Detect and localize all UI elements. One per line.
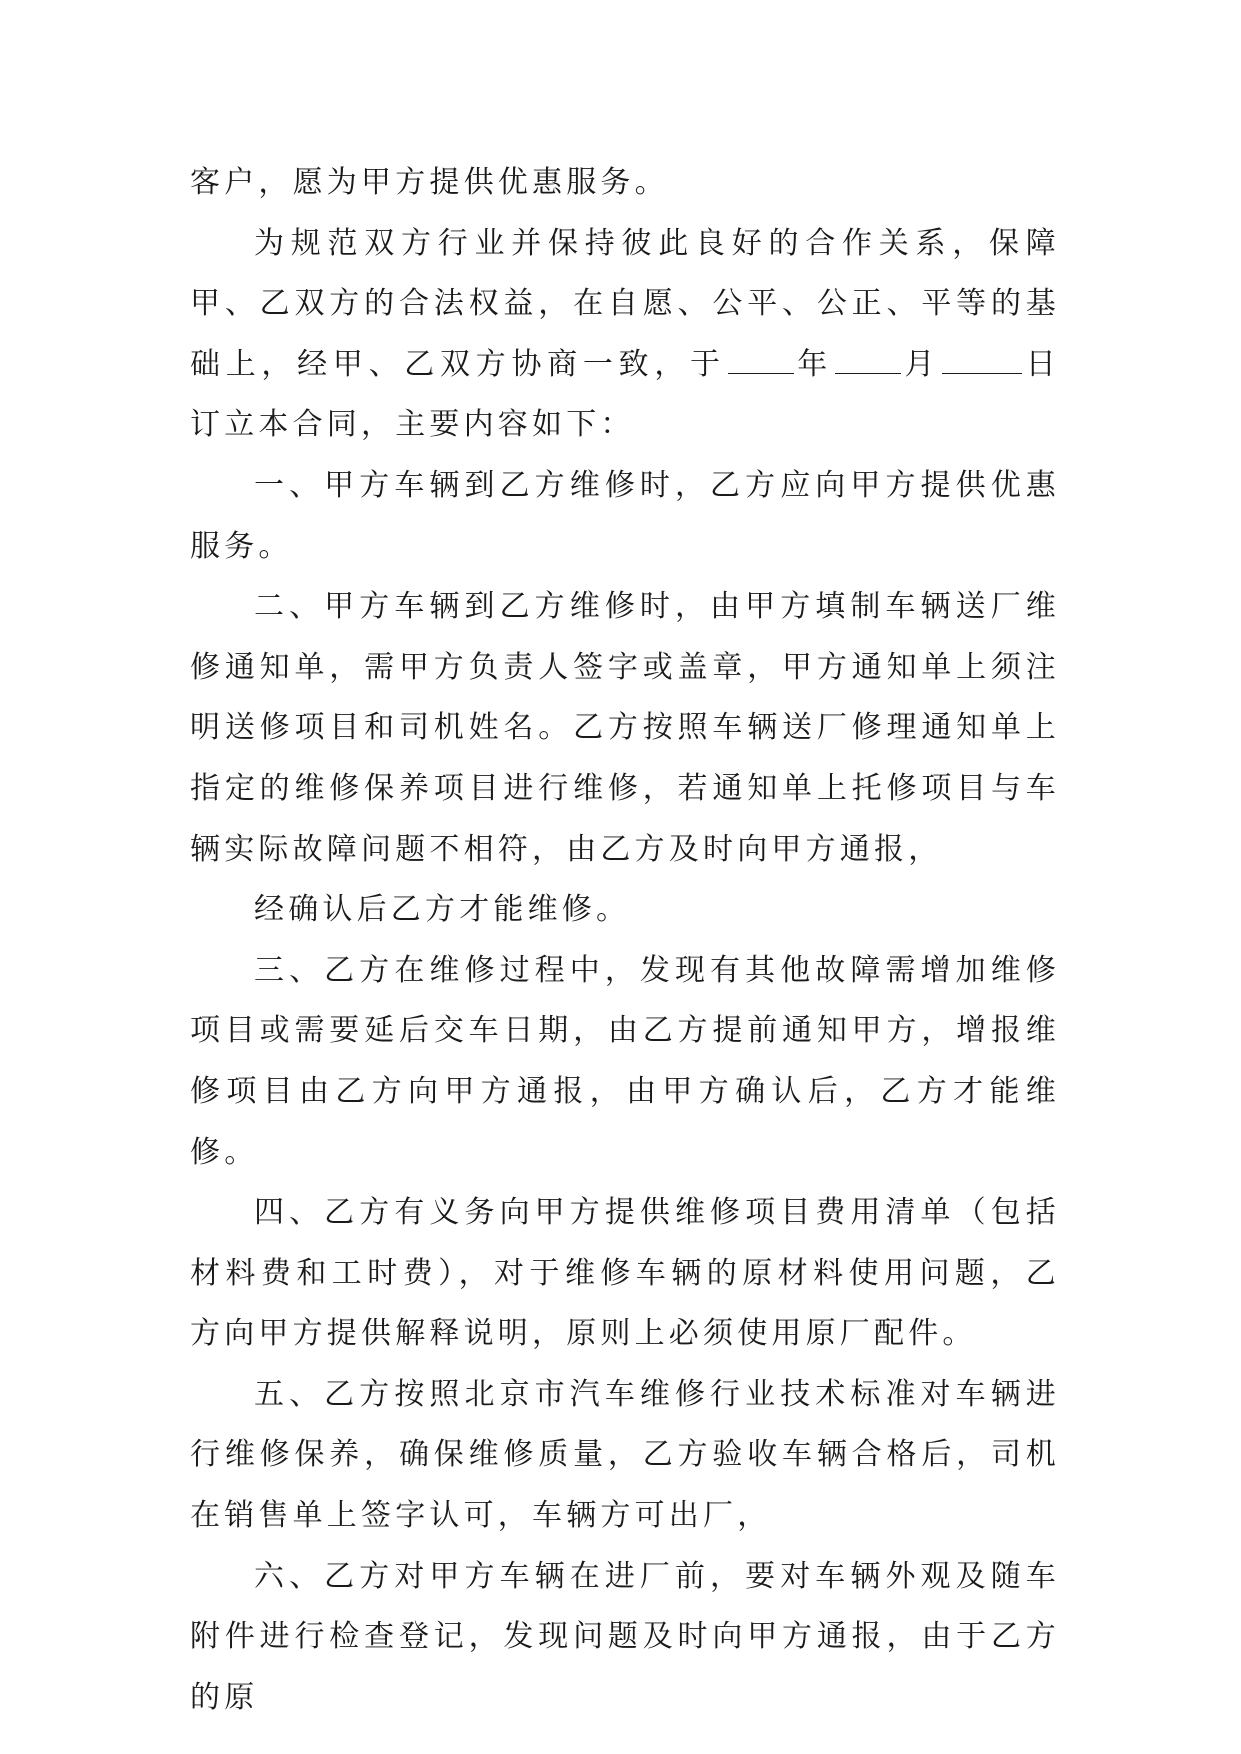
clause-4	[190, 1183, 1060, 1365]
clause-text: 二、甲方车辆到乙方维修时，由甲方填制车辆送厂维修通知单，需甲方负责人签字或盖章，甲方通知单上须注明送修项目和司机姓名。乙方按照车辆送厂修理通知单上指定的维修保养项目进行维修，若通知单上托修项目与车辆实际故障问题不相符，由乙方及时向甲方通报，	[190, 589, 1060, 867]
clause-6	[190, 1547, 1060, 1729]
clause-1	[190, 456, 1060, 577]
year-blank	[728, 343, 794, 374]
clause-text: 经确认后乙方才能维修。	[254, 892, 631, 928]
paragraph-purpose	[190, 214, 1060, 456]
paragraph-text: 为规范双方行业并保持彼此良好的合作关系，保障甲、乙双方的合法权益，在自愿、公平、公正、平等的基础上，	[190, 225, 1060, 382]
clause-text: 三、乙方在维修过程中，发现有其他故障需增加维修项目或需要延后交车日期，由乙方提前通知甲方，增报维修项目由乙方向甲方通报，由甲方确认后，乙方才能维修。	[190, 952, 1060, 1170]
contract-body	[190, 153, 1060, 1728]
day-blank	[942, 343, 1022, 374]
paragraph-text: 经甲、乙双方协商一致，于	[297, 346, 726, 382]
paragraph-opening-continuation	[190, 153, 1060, 214]
month-blank	[835, 343, 901, 374]
clause-text: 五、乙方按照北京市汽车维修行业技术标准对车辆进行维修保养，确保维修质量，乙方验收车辆合格后，司机在销售单上签字认可，车辆方可出厂，	[190, 1376, 1060, 1534]
paragraph-text: 客户，愿为甲方提供优惠服务。	[190, 165, 669, 200]
clause-5	[190, 1365, 1060, 1547]
month-label: 月	[903, 346, 941, 382]
clause-3	[190, 941, 1060, 1183]
clause-2-continuation	[190, 880, 1060, 941]
paragraph-text: 日订立本合同，主要内容如下：	[190, 346, 1061, 443]
year-label: 年	[795, 346, 834, 382]
clause-text: 四、乙方有义务向甲方提供维修项目费用清单（包括材料费和工时费），对于维修车辆的原材料使用问题，乙方向甲方提供解释说明，原则上必须使用原厂配件。	[190, 1195, 1060, 1352]
clause-2	[190, 577, 1060, 880]
clause-text: 六、乙方对甲方车辆在进厂前，要对车辆外观及随车附件进行检查登记，发现问题及时向甲方通报，由于乙方的原	[190, 1558, 1060, 1715]
clause-text: 一、甲方车辆到乙方维修时，乙方应向甲方提供优惠服务。	[190, 467, 1060, 564]
